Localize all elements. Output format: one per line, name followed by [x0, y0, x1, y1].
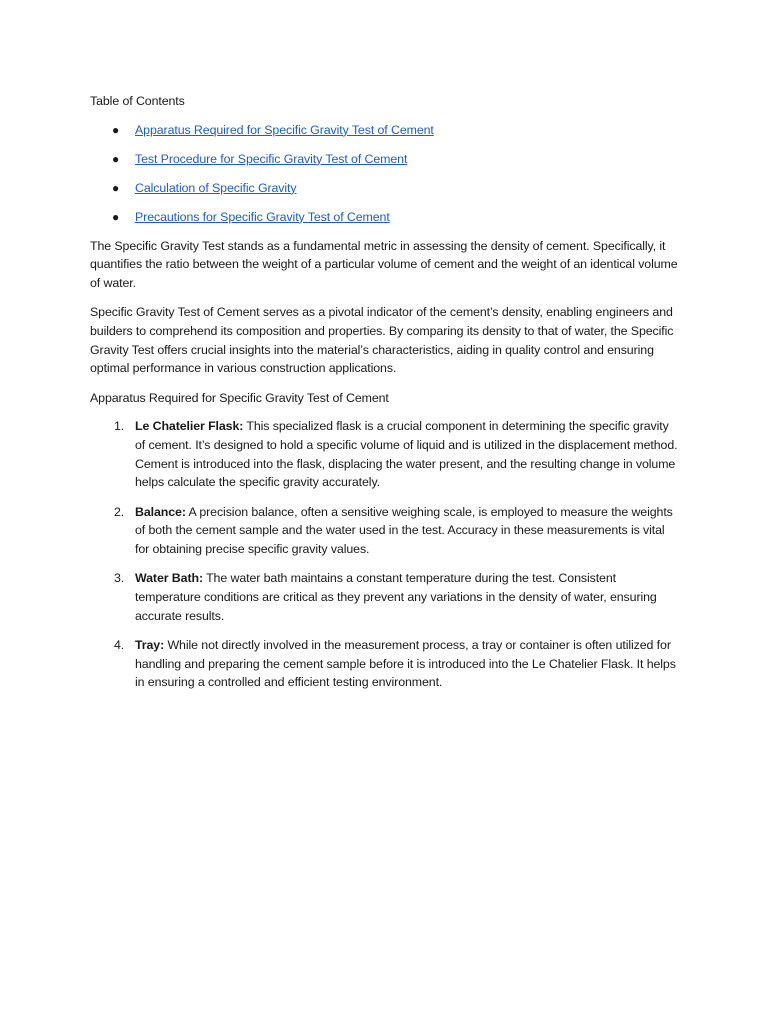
toc-item — [90, 208, 682, 227]
toc-link-procedure[interactable]: Test Procedure for Specific Gravity Test of Cement — [135, 151, 408, 166]
apparatus-description: While not directly involved in the measurement process, a tray or container is often utilized for handling and preparing the cement sample before it is introduced into the Le Chatelier Flask. It helps in ensuring a controlled and efficient testing environment. — [135, 637, 676, 690]
bullet-icon: ● — [112, 151, 120, 166]
apparatus-item — [90, 569, 682, 625]
apparatus-heading: Apparatus Required for Specific Gravity Test of Cement — [90, 390, 389, 405]
apparatus-item — [90, 503, 682, 559]
toc-item — [90, 150, 682, 169]
apparatus-description: This specialized flask is a crucial component in determining the specific gravity of cement. It’s designed to hold a specific volume of liquid and is utilized in the displacement method. Cement is introduced into the flask, displacing the water present, and the resulting change in volume helps calculate the specific gravity accurately. — [135, 419, 678, 490]
bullet-icon: ● — [112, 122, 120, 137]
toc-link-precautions[interactable]: Precautions for Specific Gravity Test of Cement — [135, 209, 390, 224]
apparatus-term: Le Chatelier Flask: — [135, 419, 244, 434]
toc-item — [90, 179, 682, 198]
apparatus-term: Water Bath: — [135, 571, 203, 586]
toc-link-calculation[interactable]: Calculation of Specific Gravity — [135, 180, 297, 195]
bullet-icon: ● — [112, 180, 120, 195]
list-number: 3. — [114, 571, 125, 586]
density-paragraph: Specific Gravity Test of Cement serves as a pivotal indicator of the cement’s density, enabling engineers and builders to comprehend its composition and properties. By comparing its density to that of water, the Specific Gravity Test offers crucial insights into the material’s characteristics, aiding in quality control and ensuring optimal performance in various construction applications. — [90, 305, 674, 376]
apparatus-description: A precision balance, often a sensitive weighing scale, is employed to measure the weights of both the cement sample and the water used in the test. Accuracy in these measurements is vital for obtaining precise specific gravity values. — [135, 504, 673, 557]
apparatus-item — [90, 417, 682, 492]
toc-item — [90, 121, 682, 140]
list-number: 4. — [114, 637, 125, 652]
apparatus-item — [90, 636, 682, 692]
list-number: 2. — [114, 504, 125, 519]
apparatus-term: Tray: — [135, 637, 165, 652]
toc-list — [90, 121, 682, 227]
list-number: 1. — [114, 419, 125, 434]
document-page — [90, 92, 682, 702]
intro-paragraph: The Specific Gravity Test stands as a fundamental metric in assessing the density of cement. Specifically, it quantifies the ratio between the weight of a particular volume of cement and the weight of an identical volume of water. — [90, 238, 678, 291]
toc-link-apparatus[interactable]: Apparatus Required for Specific Gravity Test of Cement — [135, 122, 434, 137]
apparatus-description: The water bath maintains a constant temperature during the test. Consistent temperature conditions are critical as they prevent any variations in the density of water, ensuring accurate results. — [135, 571, 657, 623]
bullet-icon: ● — [112, 209, 120, 224]
apparatus-term: Balance: — [135, 504, 186, 519]
toc-title: Table of Contents — [90, 94, 185, 108]
apparatus-list — [90, 417, 682, 692]
